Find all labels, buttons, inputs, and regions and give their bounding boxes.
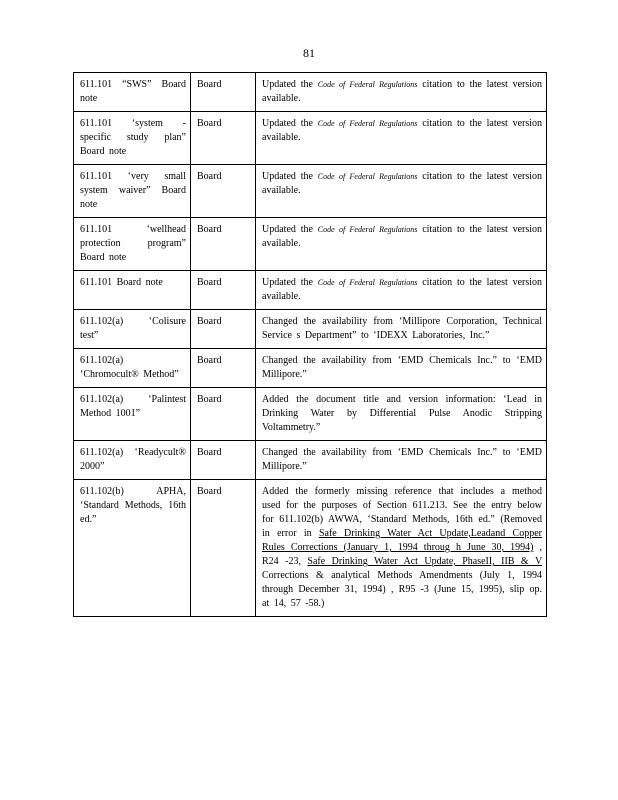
source-cell: Board — [191, 73, 256, 112]
change-description-cell: Changed the availability from ‘EMD Chemicals Inc.” to ‘EMD Millipore.” — [256, 349, 547, 388]
change-description-cell: Added the formerly missing reference that includes a method used for the purposes of Section 611.213. See the entry below for 611.102(b) AWWA, ‘Standard Methods, 16th ed.” (Removed in error in Safe Drinking Water Act Update,Leadand Copper Rules Corrections (January 1, 1994 throug h June 30, 1994) , R24 -23, Safe Drinking Water Act Update, PhaseII, IIB & V Corrections & analytical Methods Amendments (July 1, 1994 through December 31, 1994) , R95 -3 (June 15, 1995), slip op. at 14, 57 -58.) — [256, 480, 547, 617]
change-description-cell: Changed the availability from ‘Millipore Corporation, Technical Service s Department” to ‘IDEXX Laboratories, Inc.” — [256, 310, 547, 349]
source-cell: Board — [191, 310, 256, 349]
table-row — [74, 349, 547, 388]
change-description-cell: Updated the Code of Federal Regulations citation to the latest version available. — [256, 112, 547, 165]
cfr-title: Code of Federal Regulations — [317, 119, 418, 128]
change-description-cell: Updated the Code of Federal Regulations citation to the latest version available. — [256, 218, 547, 271]
change-description-cell: Updated the Code of Federal Regulations citation to the latest version available. — [256, 73, 547, 112]
source-cell: Board — [191, 271, 256, 310]
change-description-cell: Updated the Code of Federal Regulations citation to the latest version available. — [256, 165, 547, 218]
page-number: 81 — [303, 46, 315, 60]
cfr-title: Code of Federal Regulations — [317, 80, 418, 89]
table-row — [74, 441, 547, 480]
source-cell: Board — [191, 112, 256, 165]
source-cell: Board — [191, 480, 256, 617]
underlined-citation: Safe Drinking Water Act Update,Leadand Copper Rules Corrections (January 1, 1994 throug h June 30, 1994) — [262, 528, 542, 553]
section-cell: 611.102(b) APHA, ‘Standard Methods, 16th ed.” — [74, 480, 191, 617]
table-row — [74, 480, 547, 617]
section-cell: 611.102(a) ‘Palintest Method 1001” — [74, 388, 191, 441]
table-row — [74, 388, 547, 441]
section-cell: 611.101 ‘wellhead protection program” Board note — [74, 218, 191, 271]
table-row — [74, 73, 547, 112]
source-cell: Board — [191, 441, 256, 480]
source-cell: Board — [191, 388, 256, 441]
table-row — [74, 310, 547, 349]
change-description-cell: Changed the availability from ‘EMD Chemicals Inc.” to ‘EMD Millipore.” — [256, 441, 547, 480]
section-cell: 611.102(a) ‘Chromocult® Method” — [74, 349, 191, 388]
table-row — [74, 218, 547, 271]
section-cell: 611.101 Board note — [74, 271, 191, 310]
amendments-table — [73, 72, 547, 617]
section-cell: 611.101 “SWS” Board note — [74, 73, 191, 112]
table-row — [74, 271, 547, 310]
table-row — [74, 165, 547, 218]
change-description-cell: Added the document title and version information: ‘Lead in Drinking Water by Differential Pulse Anodic Stripping Voltammetry.” — [256, 388, 547, 441]
section-cell: 611.102(a) ‘Colisure test” — [74, 310, 191, 349]
section-cell: 611.101 ‘system - specific study plan” Board note — [74, 112, 191, 165]
underlined-citation: Safe Drinking Water Act Update, PhaseII, IIB & V — [307, 556, 542, 567]
section-cell: 611.101 ‘very small system waiver” Board note — [74, 165, 191, 218]
table-row — [74, 112, 547, 165]
source-cell: Board — [191, 349, 256, 388]
cfr-title: Code of Federal Regulations — [317, 278, 418, 287]
cfr-title: Code of Federal Regulations — [317, 225, 418, 234]
source-cell: Board — [191, 218, 256, 271]
change-description-cell: Updated the Code of Federal Regulations citation to the latest version available. — [256, 271, 547, 310]
cfr-title: Code of Federal Regulations — [317, 172, 418, 181]
source-cell: Board — [191, 165, 256, 218]
section-cell: 611.102(a) ‘Readycult® 2000” — [74, 441, 191, 480]
